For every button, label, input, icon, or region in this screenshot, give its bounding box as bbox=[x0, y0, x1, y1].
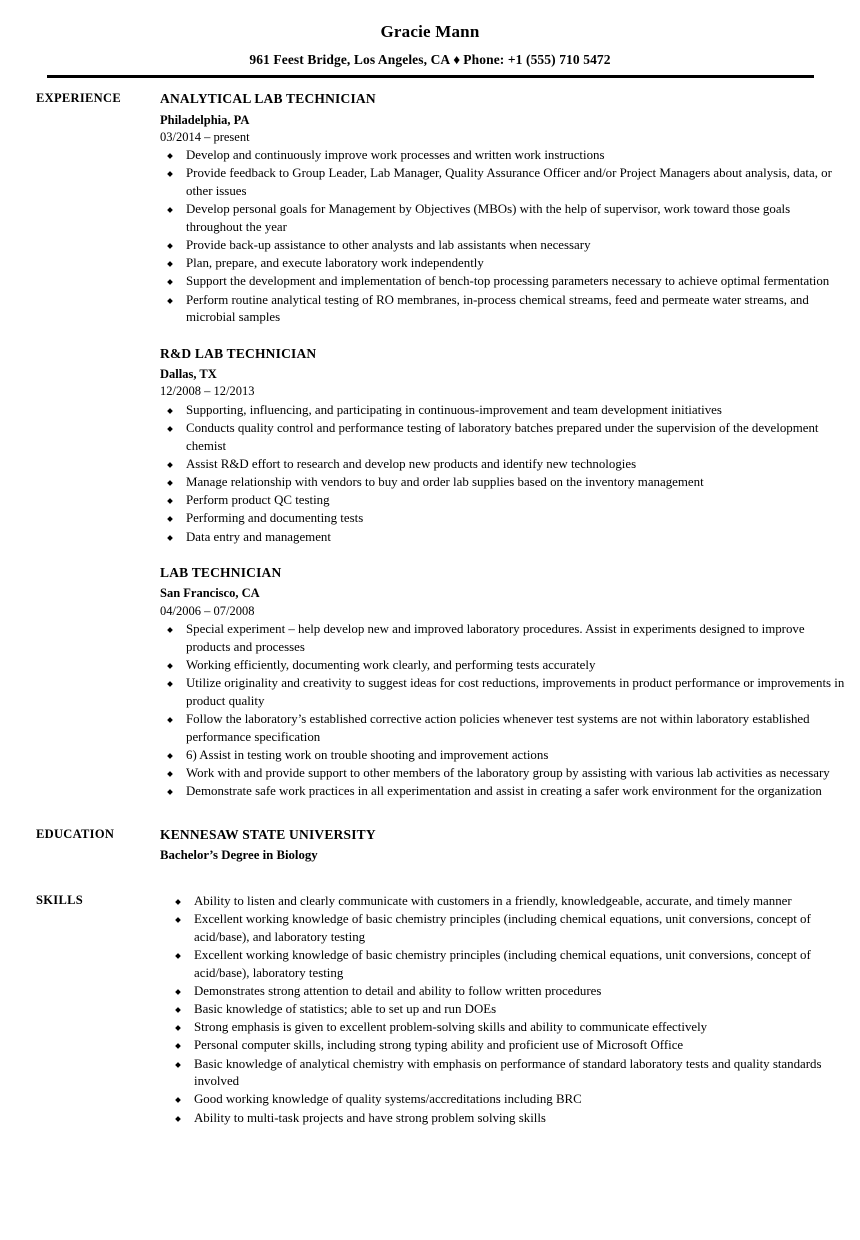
section-label-education: EDUCATION bbox=[36, 827, 115, 842]
job-bullet: Working efficiently, documenting work clearly, and performing tests accurately bbox=[160, 657, 848, 675]
skill-bullet: Personal computer skills, including strong typing ability and proficient use of Microsoft Office bbox=[160, 1037, 848, 1055]
skill-bullet: Excellent working knowledge of basic chemistry principles (including chemical equations, unit conversions, concept of acid/base), and laboratory testing bbox=[160, 911, 848, 946]
job-bullet: Assist R&D effort to research and develop new products and identify new technologies bbox=[160, 456, 848, 474]
job-dates: 12/2008 – 12/2013 bbox=[160, 384, 255, 399]
job-bullet: Provide feedback to Group Leader, Lab Manager, Quality Assurance Officer and/or Project Managers about analysis, data, or other issues bbox=[160, 165, 848, 200]
skills-section bbox=[0, 892, 860, 1128]
job-bullet: Demonstrate safe work practices in all experimentation and assist in creating a safer work environment for the organization bbox=[160, 783, 848, 801]
job-bullet: Utilize originality and creativity to suggest ideas for cost reductions, improvements in product performance or improvements in product quality bbox=[160, 675, 848, 710]
job-dates: 04/2006 – 07/2008 bbox=[160, 603, 255, 618]
job-bullet: Performing and documenting tests bbox=[160, 510, 848, 528]
diamond-separator-icon: ♦ bbox=[453, 52, 461, 68]
job-bullet: Manage relationship with vendors to buy and order lab supplies based on the inventory management bbox=[160, 474, 848, 492]
job-location: Dallas, TX bbox=[160, 367, 217, 382]
job-bullet: Data entry and management bbox=[160, 529, 848, 547]
skill-bullet: Demonstrates strong attention to detail and ability to follow written procedures bbox=[160, 983, 848, 1001]
school-name: KENNESAW STATE UNIVERSITY bbox=[160, 827, 376, 843]
skills-bullet-list bbox=[160, 893, 848, 1127]
job-bullet-list bbox=[160, 402, 848, 546]
skill-bullet: Ability to multi-task projects and have strong problem solving skills bbox=[160, 1110, 848, 1128]
job-bullet: Perform product QC testing bbox=[160, 492, 848, 510]
job-bullet: Provide back-up assistance to other analysts and lab assistants when necessary bbox=[160, 237, 848, 255]
job-bullet-list bbox=[160, 621, 848, 801]
job-entry bbox=[160, 345, 848, 546]
job-bullet: Develop and continuously improve work processes and written work instructions bbox=[160, 147, 848, 165]
job-title: R&D LAB TECHNICIAN bbox=[160, 345, 317, 361]
section-label-skills: SKILLS bbox=[36, 893, 83, 907]
job-bullet: Follow the laboratory’s established corrective action policies whenever test systems are not within laboratory established performance specification bbox=[160, 711, 848, 746]
job-title: LAB TECHNICIAN bbox=[160, 565, 282, 581]
header-divider bbox=[47, 75, 814, 78]
job-bullet: 6) Assist in testing work on trouble shooting and improvement actions bbox=[160, 747, 848, 765]
job-bullet: Supporting, influencing, and participating in continuous-improvement and team development initiatives bbox=[160, 402, 848, 420]
job-title: ANALYTICAL LAB TECHNICIAN bbox=[160, 91, 376, 107]
job-entry bbox=[160, 564, 848, 801]
job-dates: 03/2014 – present bbox=[160, 129, 250, 144]
skill-bullet: Ability to listen and clearly communicate with customers in a friendly, knowledgeable, accurate, and timely manner bbox=[160, 893, 848, 911]
skill-bullet: Strong emphasis is given to excellent problem-solving skills and ability to communicate effectively bbox=[160, 1019, 848, 1037]
skills-body bbox=[160, 892, 848, 1128]
job-bullet-list bbox=[160, 147, 848, 327]
skill-bullet: Good working knowledge of quality systems/accreditations including BRC bbox=[160, 1091, 848, 1109]
job-bullet: Conducts quality control and performance testing of laboratory batches prepared under the supervision of the development chemist bbox=[160, 420, 848, 455]
candidate-name: Gracie Mann bbox=[380, 22, 480, 41]
job-bullet: Perform routine analytical testing of RO membranes, in-process chemical streams, feed and permeate water streams, and microbial samples bbox=[160, 292, 848, 327]
job-location: San Francisco, CA bbox=[160, 586, 260, 601]
skill-bullet: Basic knowledge of statistics; able to set up and run DOEs bbox=[160, 1001, 848, 1019]
experience-body bbox=[160, 90, 848, 801]
section-label-experience: EXPERIENCE bbox=[36, 91, 121, 106]
contact-line bbox=[0, 52, 860, 68]
degree-name: Bachelor’s Degree in Biology bbox=[160, 848, 318, 863]
job-bullet: Special experiment – help develop new and improved laboratory procedures. Assist in experiments designed to improve products and processes bbox=[160, 621, 848, 656]
education-body bbox=[160, 826, 848, 865]
job-bullet: Work with and provide support to other members of the laboratory group by assisting with various lab activities as necessary bbox=[160, 765, 848, 783]
job-entry bbox=[160, 90, 848, 327]
contact-address: 961 Feest Bridge, Los Angeles, CA bbox=[249, 52, 451, 68]
experience-section bbox=[0, 90, 860, 801]
education-section bbox=[0, 826, 860, 865]
job-bullet: Support the development and implementation of bench-top processing parameters necessary to achieve optimal fermentation bbox=[160, 273, 848, 291]
resume-header bbox=[0, 0, 860, 78]
job-location: Philadelphia, PA bbox=[160, 112, 250, 127]
skill-bullet: Basic knowledge of analytical chemistry with emphasis on performance of standard laboratory tests and quality standards involved bbox=[160, 1056, 848, 1091]
job-bullet: Plan, prepare, and execute laboratory work independently bbox=[160, 255, 848, 273]
contact-phone: Phone: +1 (555) 710 5472 bbox=[463, 52, 611, 68]
skill-bullet: Excellent working knowledge of basic chemistry principles (including chemical equations, unit conversions, concept of acid/base), laboratory testing bbox=[160, 947, 848, 982]
job-bullet: Develop personal goals for Management by Objectives (MBOs) with the help of supervisor, work toward those goals throughout the year bbox=[160, 201, 848, 236]
